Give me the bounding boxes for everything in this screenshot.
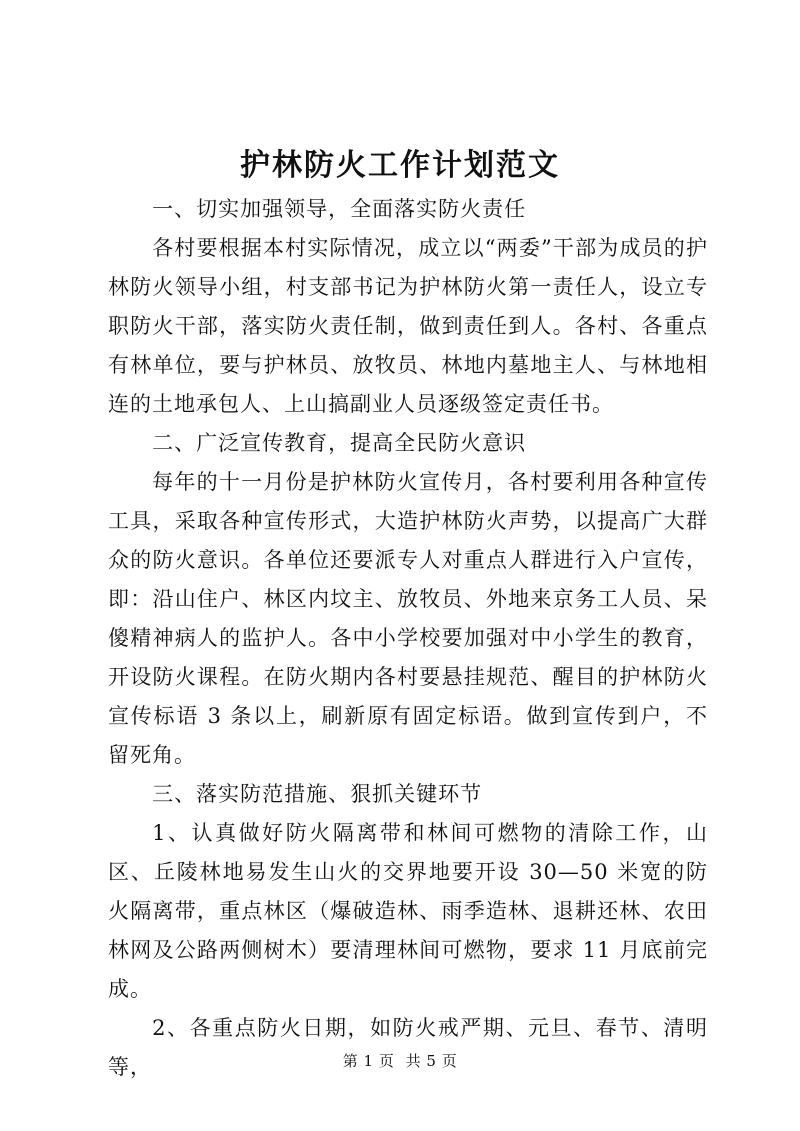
page-footer: [0, 1050, 800, 1071]
body-paragraph-2: 每年的十一月份是护林防火宣传月，各村要利用各种宣传工具，采取各种宣传形式，大造护林防火声势，以提高广大群众的防火意识。各单位还要派专人对重点人群进行入户宣传，即：沿山住户、林区内坟主、放牧员、外地来京务工人员、呆傻精神病人的监护人。各中小学校要加强对中小学生的教育，开设防火课程。在防火期内各村要悬挂规范、醒目的护林防火宣传标语 3 条以上，刷新原有固定标语。做到宣传到户，不留死角。: [108, 470, 708, 767]
section-heading-2: 二、广泛宣传教育，提高全民防火意识: [152, 431, 527, 455]
page-total: 共 5 页: [405, 1052, 458, 1070]
document-body: [108, 190, 708, 1087]
page-number: 第 1 页: [342, 1052, 395, 1070]
body-paragraph-4: 2、各重点防火日期，如防火戒严期、元旦、春节、清明等，: [108, 1016, 708, 1079]
section-heading-3: 三、落实防范措施、狠抓关键环节: [152, 782, 483, 806]
body-paragraph-1: 各村要根据本村实际情况，成立以“两委”干部为成员的护林防火领导小组，村支部书记为护林防火第一责任人，设立专职防火干部，落实防火责任制，做到责任到人。各村、各重点有林单位，要与护林员、放牧员、林地内墓地主人、与林地相连的土地承包人、上山搞副业人员逐级签定责任书。: [108, 236, 708, 416]
body-paragraph-3: 1、认真做好防火隔离带和林间可燃物的清除工作，山区、丘陵林地易发生山火的交界地要开设 30—50 米宽的防火隔离带，重点林区（爆破造林、雨季造林、退耕还林、农田林网及公路两侧树木）要清理林间可燃物，要求 11 月底前完成。: [108, 821, 708, 1001]
section-heading-1: 一、切实加强领导，全面落实防火责任: [152, 197, 527, 221]
document-title: 护林防火工作计划范文: [240, 148, 560, 183]
